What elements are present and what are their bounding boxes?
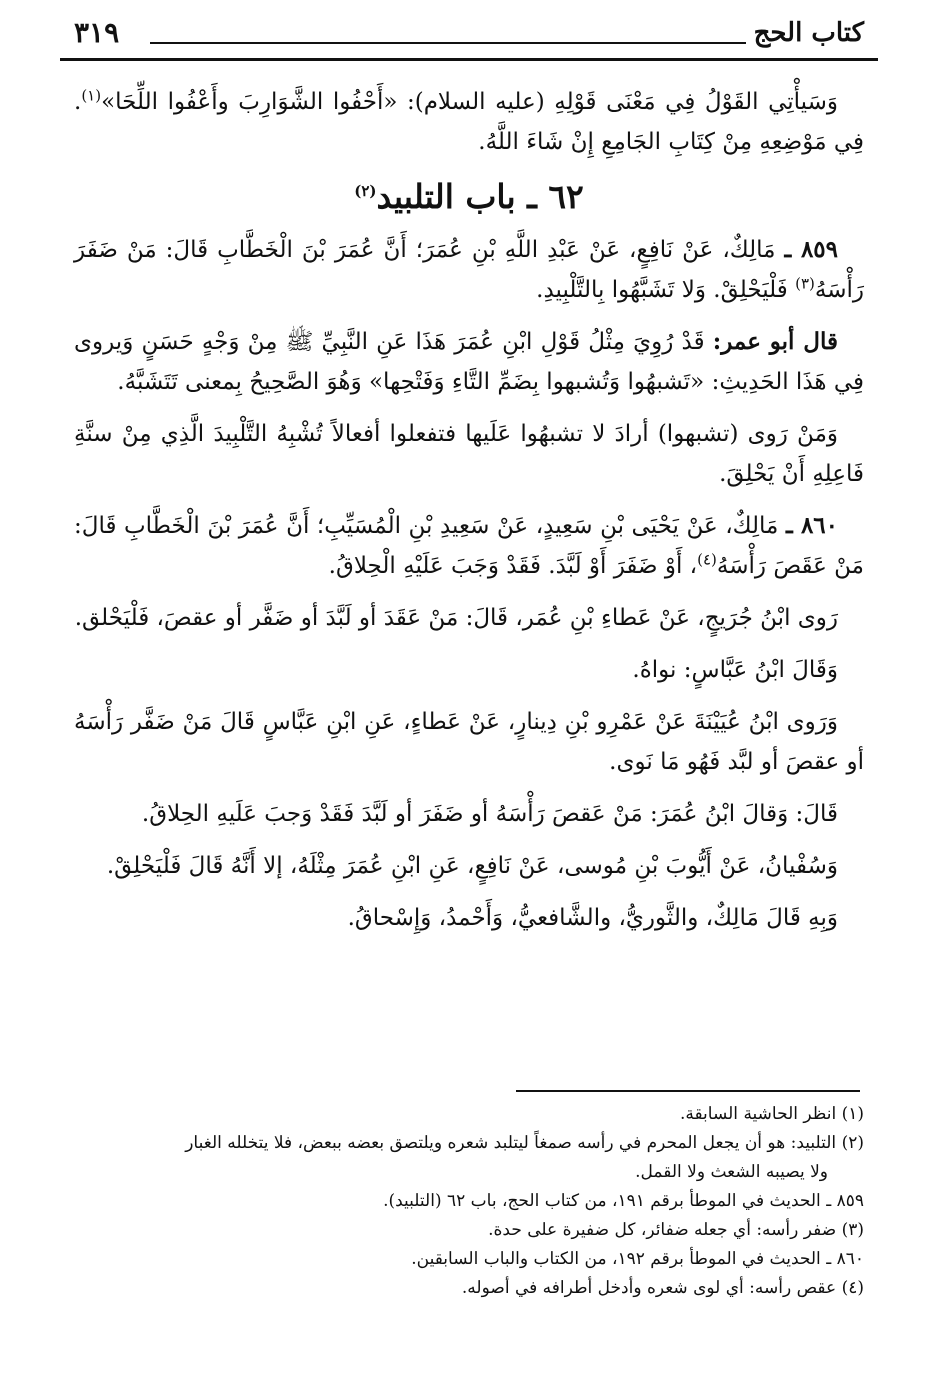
footnote-4: (٤) عقص رأسه: أي لوى شعره وأدخل أطرافه في أصوله. [461, 1278, 864, 1298]
body-text [74, 82, 864, 950]
running-header [74, 14, 864, 54]
note-ref: (٣) [795, 274, 815, 293]
header-rule [150, 42, 746, 44]
paragraph-ibn-uyaynah: وَرَوى ابْنُ عُيَيْنَةَ عَنْ عَمْرِو بْنِ دِينارٍ، عَنْ عَطاءٍ، عَنِ ابْنِ عَبَّاسٍ قَالَ مَنْ ضَفَّر رَأْسَهُ أو عقصَ أو لبَّد فَهُو مَا نَوى. [74, 709, 864, 775]
footnote-2-continued: ولا يصيبه الشعث ولا القمل. [635, 1162, 828, 1182]
footnote-860: ٨٦٠ ـ الحديث في الموطأ برقم ١٩٢، من الكتاب والباب السابقين. [411, 1249, 864, 1269]
footnote-1: (١) انظر الحاشية السابقة. [679, 1104, 864, 1124]
note-ref: (٤) [697, 550, 717, 569]
page-number: ٣١٩ [74, 16, 120, 49]
commentary-abu-umar: قال أبو عمر: قَدْ رُوِيَ مِثْلُ قَوْلِ ابْنِ عُمَرَ هَذَا عَنِ النَّبِيِّ ﷺ مِنْ وَجْهٍ حَسَنٍ وَيروى فِي هَذَا الحَدِيثِ: «تَشبهُوا وَتُشبهوا بِضَمِّ التَّاءِ وَفَتْحِها» وَهُوَ الصَّحِيحُ بِمعنى تَتَشَبَّهُ. [74, 328, 864, 395]
footnote-2: (٢) التلبيد: هو أن يجعل المحرم في رأسه صمغاً ليتلبد شعره ويلتصق بعضه ببعض، فلا يتخلله الغبار [185, 1133, 864, 1153]
header-title: كتاب الحج [753, 18, 864, 48]
paragraph-scholars: وَبِهِ قَالَ مَالِكٌ، والثَّوريُّ، والشَّافعيُّ، وَأَحْمدُ، وَإِسْحاقُ. [347, 905, 838, 931]
hadith-859: ٨٥٩ ـ مَالِكٌ، عَنْ نَافِعٍ، عَنْ عَبْدِ اللَّهِ بْنِ عُمَرَ؛ أَنَّ عُمَرَ بْنَ الْخَطَّابِ قَالَ: مَنْ ضَفَرَ رَأْسَهُ$^{(٣)}$ فَلْيَحْلِقْ. وَلا تَشَبَّهُوا بِالتَّلْبِيدِ. [74, 236, 864, 303]
hadith-860: ٨٦٠ ـ مَالِكٌ، عَنْ يَحْيَى بْنِ سَعِيدٍ، عَنْ سَعِيدِ بْنِ الْمُسَيِّبِ؛ أَنَّ عُمَرَ بْنَ الْخَطَّابِ قَالَ: مَنْ عَقَصَ رَأْسَهُ$^{(٤)}$، أَوْ ضَفَرَ أَوْ لَبَّدَ. فَقَدْ وَجَبَ عَلَيْهِ الْحِلاقُ. [74, 512, 864, 579]
paragraph-ibn-umar: قَالَ: وَقالَ ابْنُ عُمَرَ: مَنْ عَقصَ رَأْسَهُ أو ضَفَرَ أو لَبَّدَ فَقَدْ وَجبَ عَلَيهِ الحِلاقُ. [141, 801, 838, 827]
footnote-859: ٨٥٩ ـ الحديث في الموطأ برقم ١٩١، من كتاب الحج، باب ٦٢ (التلبيد). [383, 1191, 864, 1211]
paragraph-sufyan: وَسُفْيانُ، عَنْ أَيُّوبَ بْنِ مُوسى، عَنْ نَافِعٍ، عَنِ ابْنِ عُمَرَ مِثْلَهُ، إلا أَنَّهُ قَالَ فَلْيَحْلِقْ. [106, 853, 838, 879]
header-underline [60, 58, 878, 61]
paragraph-tashabbahu: وَمَنْ رَوى (تشبهوا) أرادَ لا تشبهُوا عَلَيها فتفعلوا أفعالاً تُشْبِهُ التَّلْبِيدَ الَّذِي مِنْ سنَّةِ فَاعِلِهِ أَنْ يَحْلِقَ. [74, 421, 864, 487]
chapter-heading: ٦٢ ـ باب التلبيد$^{(٢)}$ [354, 177, 584, 216]
paragraph-ibn-jurayj: رَوى ابْنُ جُرَيجٍ، عَنْ عَطاءِ بْنِ عُمَر، قَالَ: مَنْ عَقَدَ أو لَبَّدَ أو ضَفَّر أو عقصَ، فَلْيَحْلق. [74, 605, 838, 631]
footnotes [74, 1100, 864, 1303]
footnote-3: (٣) ضفر رأسه: أي جعله ضفائر، كل ضفيرة على حدة. [488, 1220, 864, 1240]
note-ref: (١) [81, 86, 102, 105]
note-ref: (٢) [354, 182, 377, 200]
footnote-separator [516, 1090, 860, 1092]
paragraph-1: وَسَيأْتِي القَوْلُ فِي مَعْنَى قَوْلِهِ (عليه السلام): «أَحْفُوا الشَّوَارِبَ وأَعْفُوا اللِّحَا»$^{(١)}$. فِي مَوْضِعِهِ مِنْ كِتَابِ الجَامِعِ إِنْ شَاءَ اللَّهُ. [74, 86, 864, 155]
paragraph-ibn-abbas: وَقَالَ ابْنُ عَبَّاسٍ: نواهُ. [632, 657, 838, 683]
